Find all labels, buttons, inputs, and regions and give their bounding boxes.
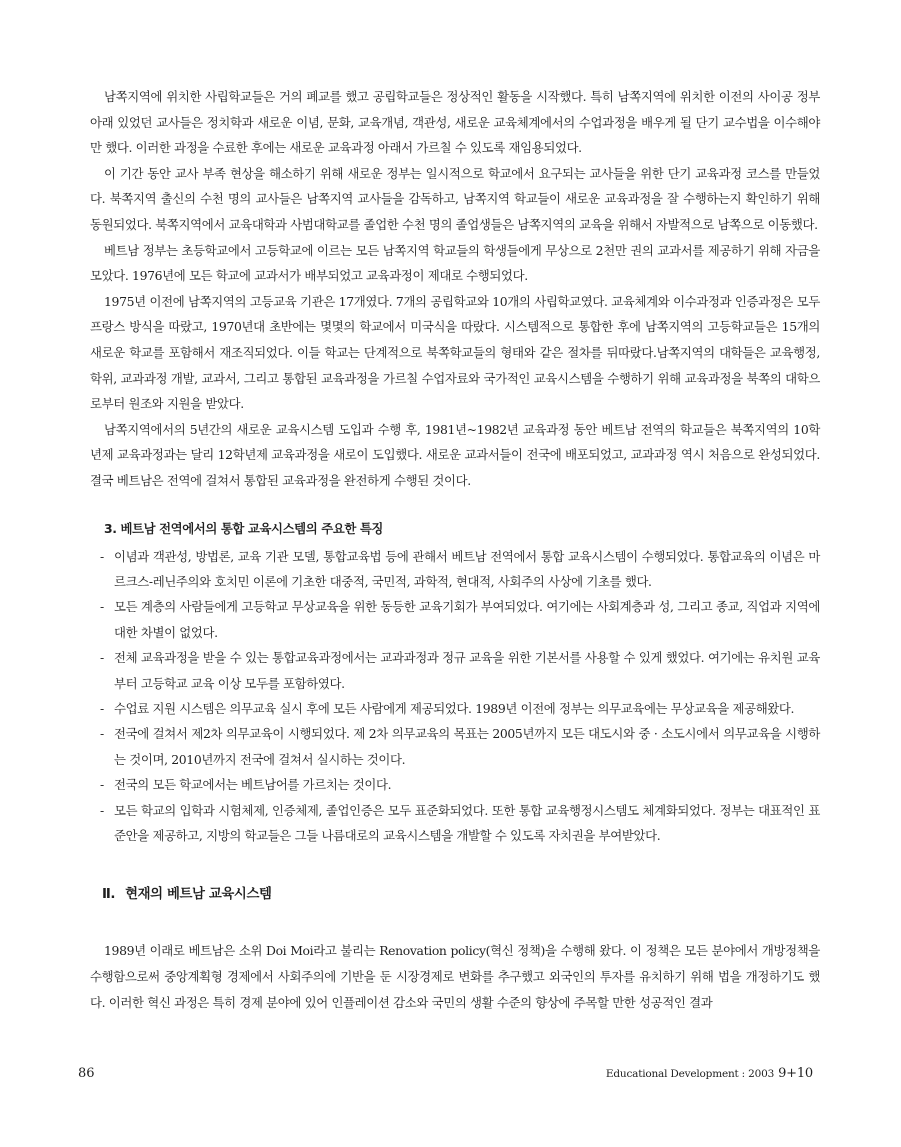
list-item	[90, 798, 820, 849]
dash-bullet: -	[100, 802, 104, 818]
paragraph-higher-education: 1975년 이전에 남쪽지역의 고등교육 기관은 17개였다. 7개의 공립학교와 10개의 사립학교였다. 교육체계와 이수과정과 인증과정은 모두 프랑스 방식을 따랐고, 1970년대 초반에는 몇몇의 학교에서 미국식을 따랐다. 시스템적으로 통합한 후에 남쪽지역의 고등학교들은 15개의 새로운 학교를 포함해서 재조직되었다. 이들 학교는 단계적으로 북쪽학교들의 형태와 같은 절차를 뒤따랐다.남쪽지역의 대학들은 교육행정, 학위, 교과과정 개발, 교과서, 그리고 통합된 교육과정을 가르칠 수업자료와 국가적인 교육시스템을 수행하기 위해 교육과정을 북쪽의 대학으로부터 원조와 지원을 받았다.	[90, 293, 820, 412]
dash-bullet: -	[100, 599, 104, 615]
list-item-text: 전국에 걸쳐서 제2차 의무교육이 시행되었다. 제 2차 의무교육의 목표는 2005년까지 모든 대도시와 중 · 소도시에서 의무교육을 시행하는 것이며, 2010년까지 전국에 걸쳐서 실시하는 것이다.	[114, 726, 820, 767]
list-item	[90, 594, 820, 645]
chapter-title: 현재의 베트남 교육시스템	[125, 887, 272, 903]
journal-footer	[606, 1066, 813, 1081]
list-item-text: 모든 학교의 입학과 시험체제, 인증체제, 졸업인증은 모두 표준화되었다. 또한 통합 교육행정시스템도 체계화되었다. 정부는 대표적인 표준안을 제공하고, 지방의 학교들은 그들 나름대로의 교육시스템을 개발할 수 있도록 자치권을 부여받았다.	[114, 802, 820, 843]
paragraph-doi-moi: 1989년 이래로 베트남은 소위 Doi Moi라고 불리는 Renovation policy(혁신 정책)을 수행해 왔다. 이 정책은 모든 분야에서 개방정책을 수행함으로써 중앙계획형 경제에서 사회주의에 기반을 둔 시장경제로 변화를 추구했고 외국인의 투자를 유치하기 위해 법을 개정하기도 했다. 이러한 혁신 과정은 특히 경제 분야에 있어 인플레이션 감소와 국민의 생활 수준의 향상에 주목할 만한 성공적인 결과	[90, 943, 820, 1010]
paragraph-textbooks: 베트남 정부는 초등학교에서 고등학교에 이르는 모든 남쪽지역 학교들의 학생들에게 무상으로 2천만 권의 교과서를 제공하기 위해 자금을 모았다. 1976년에 모든 학교에 교과서가 배부되었고 교육과정이 제대로 수행되었다.	[90, 242, 820, 284]
chapter-2-heading	[90, 882, 820, 908]
feature-list	[90, 544, 820, 849]
paragraph-teacher-shortage: 이 기간 동안 교사 부족 현상을 해소하기 위해 새로운 정부는 일시적으로 학교에서 요구되는 교사들을 위한 단기 교육과정 코스를 만들었다. 북쪽지역 출신의 수천 명의 교사들은 남쪽지역 교사들을 감독하고, 남쪽지역 학교들이 새로운 교육과정을 잘 수행하는지 확인하기 위해 동원되었다. 북쪽지역에서 교육대학과 사범대학교를 졸업한 수천 명의 졸업생들은 남쪽지역의 교육을 위해서 자발적으로 남쪽으로 이동했다.	[90, 165, 820, 232]
page-number: 86	[78, 1066, 95, 1081]
list-item	[90, 696, 820, 721]
journal-name: Educational Development : 2003	[605, 1068, 775, 1080]
dash-bullet: -	[100, 700, 104, 716]
list-item-text: 이념과 객관성, 방법론, 교육 기관 모델, 통합교육법 등에 관해서 베트남 전역에서 통합 교육시스템이 수행되었다. 통합교육의 이념은 마르크스-레닌주의와 호치민 이론에 기초한 대중적, 국민적, 과학적, 현대적, 사회주의 사상에 기초를 했다.	[114, 548, 820, 589]
list-item-text: 모든 계층의 사람들에게 고등학교 무상교육을 위한 동등한 교육기회가 부여되었다. 여기에는 사회계층과 성, 그리고 종교, 직업과 지역에 대한 차별이 없었다.	[114, 599, 820, 640]
list-item	[90, 645, 820, 696]
list-item	[90, 772, 820, 797]
dash-bullet: -	[100, 777, 104, 793]
list-item-text: 수업료 지원 시스템은 의무교육 실시 후에 모든 사람에게 제공되었다. 1989년 이전에 정부는 의무교육에는 무상교육을 제공해왔다.	[114, 700, 795, 716]
list-item-text: 전체 교육과정을 받을 수 있는 통합교육과정에서는 교과과정과 정규 교육을 위한 기본서를 사용할 수 있게 했었다. 여기에는 유치원 교육부터 고등학교 교육 이상 모두를 포함하였다.	[114, 650, 820, 691]
list-item-text: 전국의 모든 학교에서는 베트남어를 가르치는 것이다.	[114, 777, 392, 793]
journal-issue: 9+10	[778, 1066, 813, 1081]
list-item	[90, 721, 820, 772]
dash-bullet: -	[100, 726, 104, 742]
dash-bullet: -	[100, 650, 104, 666]
dash-bullet: -	[100, 548, 104, 564]
page-content	[90, 84, 820, 1015]
chapter-number: Ⅱ.	[102, 887, 116, 903]
list-item	[90, 544, 820, 595]
paragraph-southern-schools: 남쪽지역에 위치한 사립학교들은 거의 폐교를 했고 공립학교들은 정상적인 활동을 시작했다. 특히 남쪽지역에 위치한 이전의 사이공 정부 아래 있었던 교사들은 정치학과 새로운 이념, 문화, 교육개념, 객관성, 새로운 교육체계에서의 수업과정을 배우게 될 단기 교수법을 이수해야만 했다. 이러한 과정을 수료한 후에는 새로운 교육과정 아래서 가르칠 수 있도록 재임용되었다.	[90, 89, 820, 156]
section-3-heading: 3. 베트남 전역에서의 통합 교육시스템의 주요한 특징	[104, 520, 383, 536]
paragraph-unified-curriculum: 남쪽지역에서의 5년간의 새로운 교육시스템 도입과 수행 후, 1981년~1982년 교육과정 동안 베트남 전역의 학교들은 북쪽지역의 10학년제 교육과정과는 달리 12학년제 교육과정을 새로이 도입했다. 새로운 교과서들이 전국에 배포되었고, 교과과정 역시 처음으로 완성되었다. 결국 베트남은 전역에 걸쳐서 통합된 교육과정을 완전하게 수행된 것이다.	[90, 421, 820, 488]
